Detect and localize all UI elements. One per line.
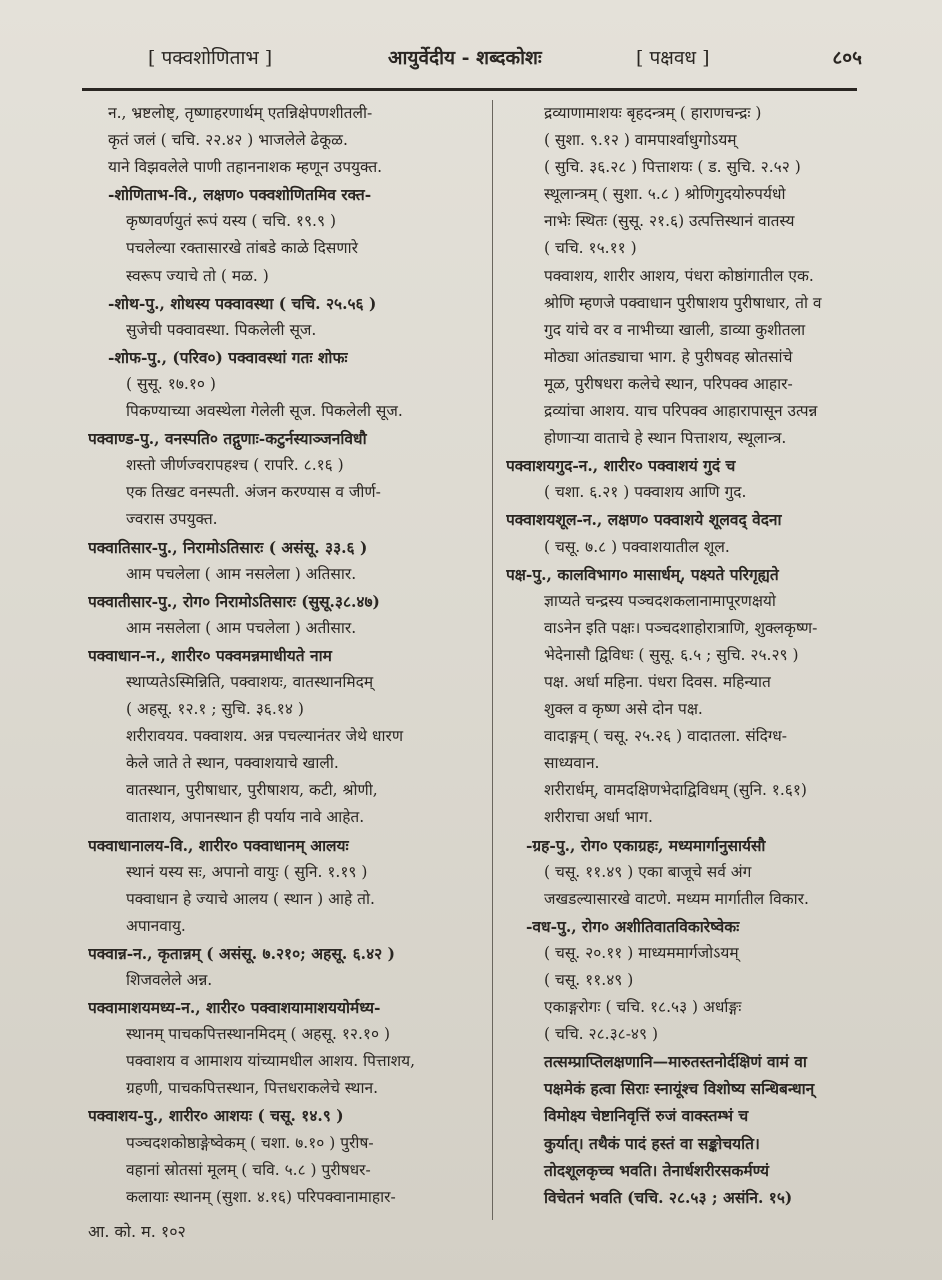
text-line: नाभेः स्थितः (सुसू. २१.६) उत्पत्तिस्थानं वातस्य — [544, 212, 795, 231]
text-line: मोठ्या आंतड्याचा भाग. हे पुरीषवह स्रोतसांचे — [544, 347, 793, 366]
text-line: ( सुचि. ३६.२८ ) पित्ताशयः ( ड. सुचि. २.५२ ) — [544, 158, 801, 177]
text-line: पक्वाशयशूल-न., लक्षण० पक्वाशये शूलवद् वेदना — [506, 510, 782, 530]
header-right-guideword: [ पक्षवध ] — [636, 47, 710, 69]
text-line: मूळ, पुरीषधरा कलेचे स्थान, परिपक्व आहार- — [544, 374, 793, 393]
text-line: पक्वातीसार-पु., रोग० निरामोऽतिसारः (सुसू.३८.४७) — [88, 591, 380, 611]
text-line: अपानवायु. — [126, 916, 186, 935]
text-line: ( चचि. २८.३८-४९ ) — [544, 1025, 659, 1044]
text-line: पक्वामाशयमध्य-न., शारीर० पक्वाशयामाशययोर्मध्य- — [88, 998, 381, 1018]
text-line: ( चसू. २०.११ ) माध्यममार्गजोऽयम् — [544, 943, 739, 962]
header-rule — [82, 88, 857, 91]
text-line: गुद यांचे वर व नाभीच्या खाली, डाव्या कुशीतला — [544, 320, 806, 339]
text-line: ( चसू. ११.४९ ) एका बाजूचे सर्व अंग — [544, 862, 752, 881]
text-line: भेदेनासौ द्विविधः ( सुसू. ६.५ ; सुचि. २५.२९ ) — [544, 645, 799, 664]
text-line: ( चशा. ६.२१ ) पक्वाशय आणि गुद. — [544, 483, 747, 502]
text-line: वातस्थान, पुरीषाधार, पुरीषाशय, कटी, श्रोणी, — [126, 781, 378, 800]
text-line: शरीराचा अर्धा भाग. — [544, 808, 653, 827]
text-line: स्थानम् पाचकपित्तस्थानमिदम् ( अहसू. १२.१० ) — [126, 1025, 391, 1044]
text-line: ( अहसू. १२.१ ; सुचि. ३६.१४ ) — [126, 700, 304, 719]
text-line: स्थानं यस्य सः, अपानो वायुः ( सुनि. १.१९ ) — [126, 862, 368, 881]
text-line: कृष्णवर्णयुतं रूपं यस्य ( चचि. १९.९ ) — [126, 212, 336, 231]
text-line: वाऽनेन इति पक्षः। पञ्चदशाहोरात्राणि, शुक्लकृष्ण- — [544, 618, 818, 637]
text-line: पिकण्याच्या अवस्थेला गेलेली सूज. पिकलेली सूज. — [126, 402, 403, 421]
text-line: कुर्यात्। तथैकं पादं हस्तं वा सङ्कोचयति। — [544, 1133, 760, 1153]
text-line: द्रव्यांचा आशय. याच परिपक्व आहारापासून उत्पन्न — [544, 402, 818, 421]
text-line: ग्रहणी, पाचकपित्तस्थान, पित्तधराकलेचे स्थान. — [126, 1079, 379, 1098]
text-line: केले जाते ते स्थान, पक्वाशयाचे खाली. — [126, 754, 339, 773]
text-line: पक्वाशय, शारीर आशय, पंधरा कोष्ठांगातील एक. — [544, 266, 814, 285]
left-column — [88, 100, 488, 1211]
text-line: शिजवलेले अन्न. — [126, 971, 213, 989]
text-line: एकाङ्गरोगः ( चचि. १८.५३ ) अर्धाङ्गः — [544, 998, 742, 1017]
text-line: पक्ष. अर्धा महिना. पंधरा दिवस. महिन्यात — [544, 672, 771, 691]
text-line: आम पचलेला ( आम नसलेला ) अतिसार. — [126, 564, 357, 583]
text-line: द्रव्याणामाशयः बृहदन्त्रम् ( हाराणचन्द्रः ) — [544, 104, 762, 122]
text-line: ( चसू. ११.४९ ) — [544, 971, 634, 989]
text-line: आम नसलेला ( आम पचलेला ) अतीसार. — [126, 618, 357, 637]
page-header — [148, 44, 862, 84]
text-line: एक तिखट वनस्पती. अंजन करण्यास व जीर्ण- — [126, 483, 381, 502]
text-line: पक्षमेकं हत्वा सिराः स्नायूंश्च विशोष्य सन्धिबन्धान् — [544, 1079, 815, 1099]
text-line: ज्वरास उपयुक्त. — [126, 510, 218, 529]
text-line: स्थूलान्त्रम् ( सुशा. ५.८ ) श्रोणिगुदयोरुपर्यधो — [544, 185, 786, 204]
text-line: ( सुसू. १७.१० ) — [126, 374, 216, 393]
text-line: पञ्चदशकोष्ठाङ्गेष्वेकम् ( चशा. ७.१० ) पुरीष- — [126, 1133, 374, 1152]
text-line: विमोक्ष्य चेष्टानिवृत्तिं रुजं वाक्स्तम्भं च — [544, 1106, 749, 1126]
right-column — [506, 100, 896, 1211]
text-line: कृतं जलं ( चचि. २२.४२ ) भाजलेले ढेकूळ. — [108, 131, 348, 150]
text-line: वादाङ्गम् ( चसू. २५.२६ ) वादातला. संदिग्ध- — [544, 727, 788, 746]
header-left-guideword: [ पक्‍वशोणिताभ ] — [148, 47, 273, 69]
text-line: ज्ञाप्यते चन्द्रस्य पञ्चदशकलानामापूरणक्षयो — [544, 591, 776, 610]
text-line: शरीरावयव. पक्वाशय. अन्न पचल्यानंतर जेथे धारण — [126, 727, 404, 746]
text-line: ( सुशा. ९.१२ ) वामपार्श्वाधुगोऽयम् — [544, 131, 737, 150]
text-line: पक्वाधान हे ज्याचे आलय ( स्थान ) आहे तो. — [126, 889, 375, 908]
page-number: ८०५ — [832, 47, 862, 69]
text-line: ( चचि. १५.११ ) — [544, 239, 637, 258]
text-line: -शोणिताभ-वि., लक्षण० पक्वशोणितमिव रक्त- — [108, 185, 372, 205]
text-line: तोदशूलकृच्च भवति। तेनार्धशरीरसकर्मण्यं — [544, 1160, 769, 1180]
text-line: न., भ्रष्टलोष्ट्‌, तृष्णाहरणार्थम् एतन्निक्षेपणशीतली- — [108, 104, 373, 122]
text-line: स्थाप्यतेऽस्मिन्निति, पक्वाशयः, वातस्थानमिदम् — [126, 672, 374, 691]
text-line: तत्सम्प्राप्तिलक्षणानि—मारुतस्तनोर्दक्षिणं वामं वा — [544, 1052, 807, 1072]
text-line: शरीरार्धम्, वामदक्षिणभेदाद्विविधम् (सुनि. १.६१) — [544, 781, 807, 800]
text-line: स्वरूप ज्याचे तो ( मळ. ) — [126, 266, 269, 285]
text-line: सुजेची पक्वावस्था. पिकलेली सूज. — [126, 320, 317, 339]
text-line: पक्वाशयगुद-न., शारीर० पक्वाशयं गुदं च — [506, 456, 736, 476]
footer-signature: आ. को. म. १०२ — [88, 1222, 186, 1241]
text-line: जखडल्यासारखे वाटणे. मध्यम मार्गातील विकार. — [544, 889, 809, 908]
text-line: शस्तो जीर्णज्वरापहश्च ( रापरि. ८.१६ ) — [126, 456, 344, 475]
text-line: शुक्ल व कृष्ण असे दोन पक्ष. — [544, 700, 703, 719]
column-divider — [492, 100, 493, 1220]
text-line: विचेतनं भवति (चचि. २८.५३ ; असंनि. १५) — [544, 1187, 793, 1207]
text-line: याने विझवलेले पाणी तहाननाशक म्हणून उपयुक्त. — [108, 158, 383, 177]
text-line: पक्वाशय-पु., शारीर० आशयः ( चसू. १४.९ ) — [88, 1106, 344, 1126]
text-line: -ग्रह-पु., रोग० एकाग्रहः, मध्यमार्गानुसार्यसौ — [526, 835, 766, 855]
text-line: वाताशय, अपानस्थान ही पर्याय नावे आहेत. — [126, 808, 365, 827]
text-line: -शोथ-पु., शोथस्य पक्वावस्था ( चचि. २५.५६ ) — [108, 293, 377, 313]
text-line: पक्वाधानालय-वि., शारीर० पक्वाधानम् आलयः — [88, 835, 349, 855]
text-line: ( चसू. ७.८ ) पक्वाशयातील शूल. — [544, 537, 730, 556]
header-title: आयुर्वेदीय - शब्दकोशः — [388, 47, 542, 69]
text-line: पक्वान्न-न., कृतान्नम् ( असंसू. ७.२१०; अहसू. ६.४२ ) — [88, 943, 395, 963]
text-line: वहानां स्रोतसां मूलम् ( चवि. ५.८ ) पुरीषधर- — [126, 1160, 371, 1179]
text-line: -शोफ-पु., (परिव०) पक्वावस्थां गतः शोफः — [108, 347, 348, 367]
text-line: कलायाः स्थानम् (सुशा. ४.१६) परिपक्वानामाहार- — [126, 1187, 396, 1206]
text-line: साध्यवान. — [544, 754, 600, 773]
text-line: पक्ष-पु., कालविभाग० मासार्धम्, पक्ष्यते परिगृह्यते — [506, 564, 779, 584]
text-line: पचलेल्या रक्तासारखे तांबडे काळे दिसणारे — [126, 239, 358, 258]
text-line: पक्वाशय व आमाशय यांच्यामधील आशय. पित्ताशय, — [126, 1052, 416, 1071]
text-line: होणाऱ्या वाताचे हे स्थान पित्ताशय, स्थूलान्त्र. — [544, 429, 787, 448]
text-line: पक्वाधान-न., शारीर० पक्वमन्नमाधीयते नाम — [88, 645, 332, 665]
text-line: -वध-पु., रोग० अशीतिवातविकारेष्वेकः — [526, 916, 740, 936]
text-line: पक्वातिसार-पु., निरामोऽतिसारः ( असंसू. ३३.६ ) — [88, 537, 368, 557]
text-line: श्रोणि म्हणजे पक्वाधान पुरीषाशय पुरीषाधार, तो व — [544, 293, 822, 312]
text-line: पक्वाण्ड-पु., वनस्पति० तद्गुणाः-कटुर्नस्याञ्जनविधौ — [88, 429, 367, 449]
